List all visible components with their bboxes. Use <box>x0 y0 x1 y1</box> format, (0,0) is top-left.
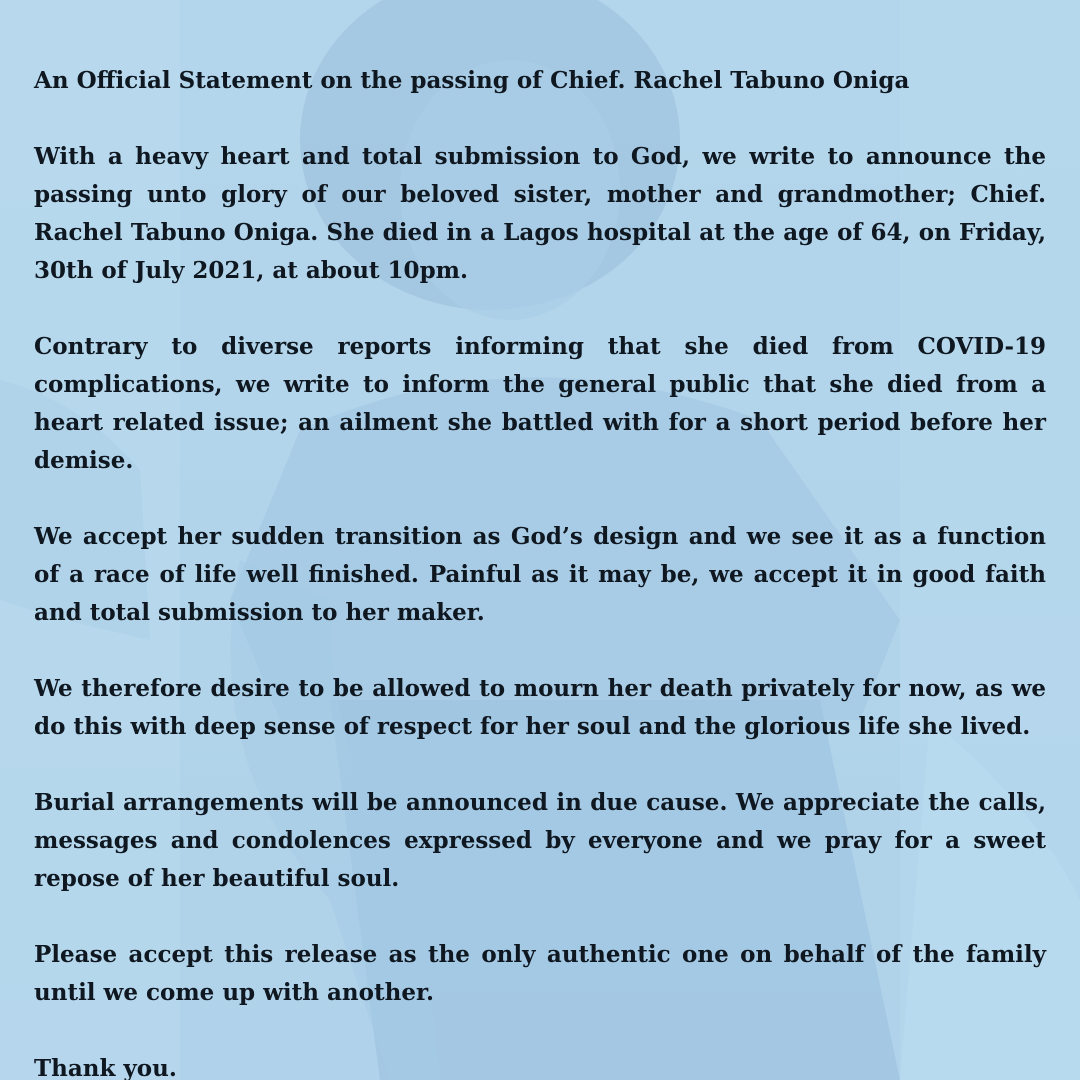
statement-paragraph-privacy: We therefore desire to be allowed to mourn her death privately for now, as we do this with deep sense of respect for her soul and the glorious life she lived. <box>34 675 1046 740</box>
official-statement <box>34 62 1046 1080</box>
statement-paragraph-authenticity: Please accept this release as the only authentic one on behalf of the family until we come up with another. <box>34 941 1046 1006</box>
statement-title: An Official Statement on the passing of Chief. Rachel Tabuno Oniga <box>34 67 910 94</box>
statement-paragraph-acceptance: We accept her sudden transition as God’s design and we see it as a function of a race of life well finished. Painful as it may be, we accept it in good faith and total submission to her maker. <box>34 523 1046 626</box>
statement-paragraph-announcement: With a heavy heart and total submission to God, we write to announce the passing unto glory of our beloved sister, mother and grandmother; Chief. Rachel Tabuno Oniga. She died in a Lagos hospital at the age of 64, on Friday, 30th of July 2021, at about 10pm. <box>34 143 1046 284</box>
statement-closing: Thank you. <box>34 1055 177 1080</box>
statement-paragraph-burial: Burial arrangements will be announced in due cause. We appreciate the calls, messages and condolences expressed by everyone and we pray for a sweet repose of her beautiful soul. <box>34 789 1046 892</box>
statement-paragraph-cause: Contrary to diverse reports informing that she died from COVID-19 complications, we write to inform the general public that she died from a heart related issue; an ailment she battled with for a short period before her demise. <box>34 333 1046 474</box>
